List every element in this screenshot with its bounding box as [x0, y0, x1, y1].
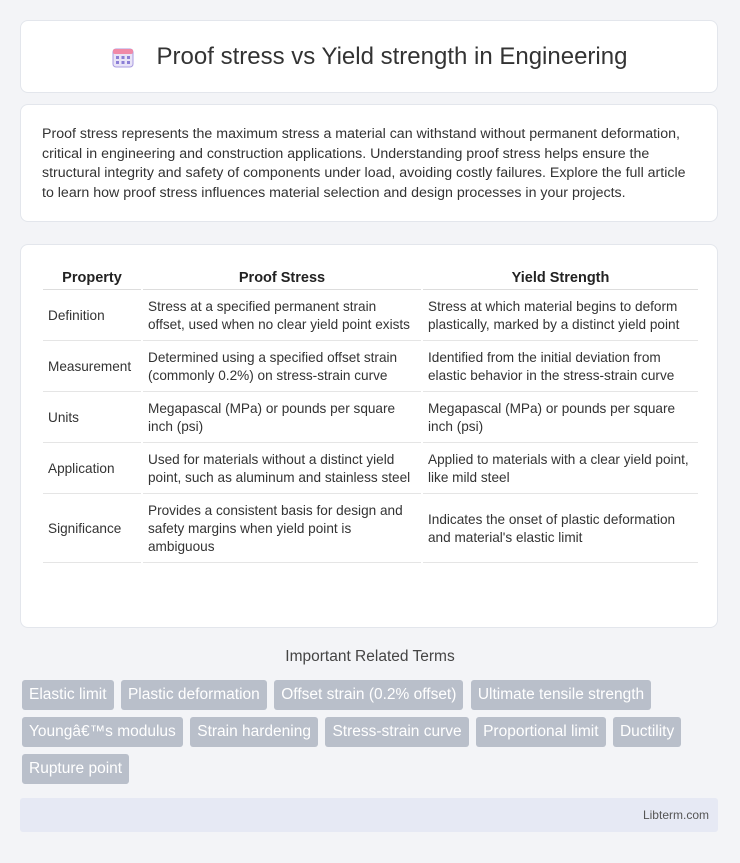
header-property: Property [43, 267, 141, 290]
table-row [43, 394, 698, 443]
row-proof-stress: Provides a consistent basis for design and safety margins when yield point is ambiguous [143, 496, 421, 563]
row-property: Application [43, 445, 141, 494]
related-terms-list [22, 680, 722, 791]
related-term-tag[interactable]: Rupture point [22, 754, 129, 784]
comparison-card [20, 244, 718, 628]
row-yield-strength: Applied to materials with a clear yield point, like mild steel [423, 445, 698, 494]
related-term-tag[interactable]: Elastic limit [22, 680, 114, 710]
table-row [43, 445, 698, 494]
row-yield-strength: Identified from the initial deviation from elastic behavior in the stress-strain curve [423, 343, 698, 392]
row-property: Units [43, 394, 141, 443]
header-yield-strength: Yield Strength [423, 267, 698, 290]
related-terms-title: Important Related Terms [285, 648, 455, 665]
related-term-tag[interactable]: Ductility [613, 717, 681, 747]
related-term-tag[interactable]: Stress-strain curve [325, 717, 468, 747]
table-row [43, 496, 698, 563]
row-property: Significance [43, 496, 141, 563]
row-property: Measurement [43, 343, 141, 392]
row-yield-strength: Stress at which material begins to deform plastically, marked by a distinct yield point [423, 292, 698, 341]
row-property: Definition [43, 292, 141, 341]
related-term-tag[interactable]: Proportional limit [476, 717, 605, 747]
row-yield-strength: Megapascal (MPa) or pounds per square inch (psi) [423, 394, 698, 443]
header-proof-stress: Proof Stress [143, 267, 421, 290]
related-term-tag[interactable]: Strain hardening [190, 717, 318, 747]
row-proof-stress: Used for materials without a distinct yield point, such as aluminum and stainless steel [143, 445, 421, 494]
row-proof-stress: Determined using a specified offset strain (commonly 0.2%) on stress-strain curve [143, 343, 421, 392]
row-proof-stress: Megapascal (MPa) or pounds per square inch (psi) [143, 394, 421, 443]
footer-site-link[interactable]: Libterm.com [642, 808, 709, 822]
related-term-tag[interactable]: Youngâ€™s modulus [22, 717, 183, 747]
related-term-tag[interactable]: Ultimate tensile strength [471, 680, 651, 710]
table-row [43, 343, 698, 392]
related-term-tag[interactable]: Offset strain (0.2% offset) [274, 680, 463, 710]
intro-card [20, 104, 718, 222]
footer [20, 798, 718, 832]
table-header-row [43, 267, 698, 290]
title-card [20, 20, 718, 93]
row-proof-stress: Stress at a specified permanent strain offset, used when no clear yield point exists [143, 292, 421, 341]
page-title: Proof stress vs Yield strength in Engineering [156, 42, 628, 70]
comparison-table [41, 265, 700, 565]
related-term-tag[interactable]: Plastic deformation [121, 680, 267, 710]
calendar-icon [111, 45, 135, 69]
intro-text: Proof stress represents the maximum stress a material can withstand without permanent deformation, critical in engineering and construction applications. Understanding proof stress helps ensure the structural integrity and safety of components under load, avoiding costly failures. Explore the full article to learn how proof stress influences material selection and design processes in your projects. [42, 126, 686, 201]
table-row [43, 292, 698, 341]
row-yield-strength: Indicates the onset of plastic deformation and material's elastic limit [423, 496, 698, 563]
